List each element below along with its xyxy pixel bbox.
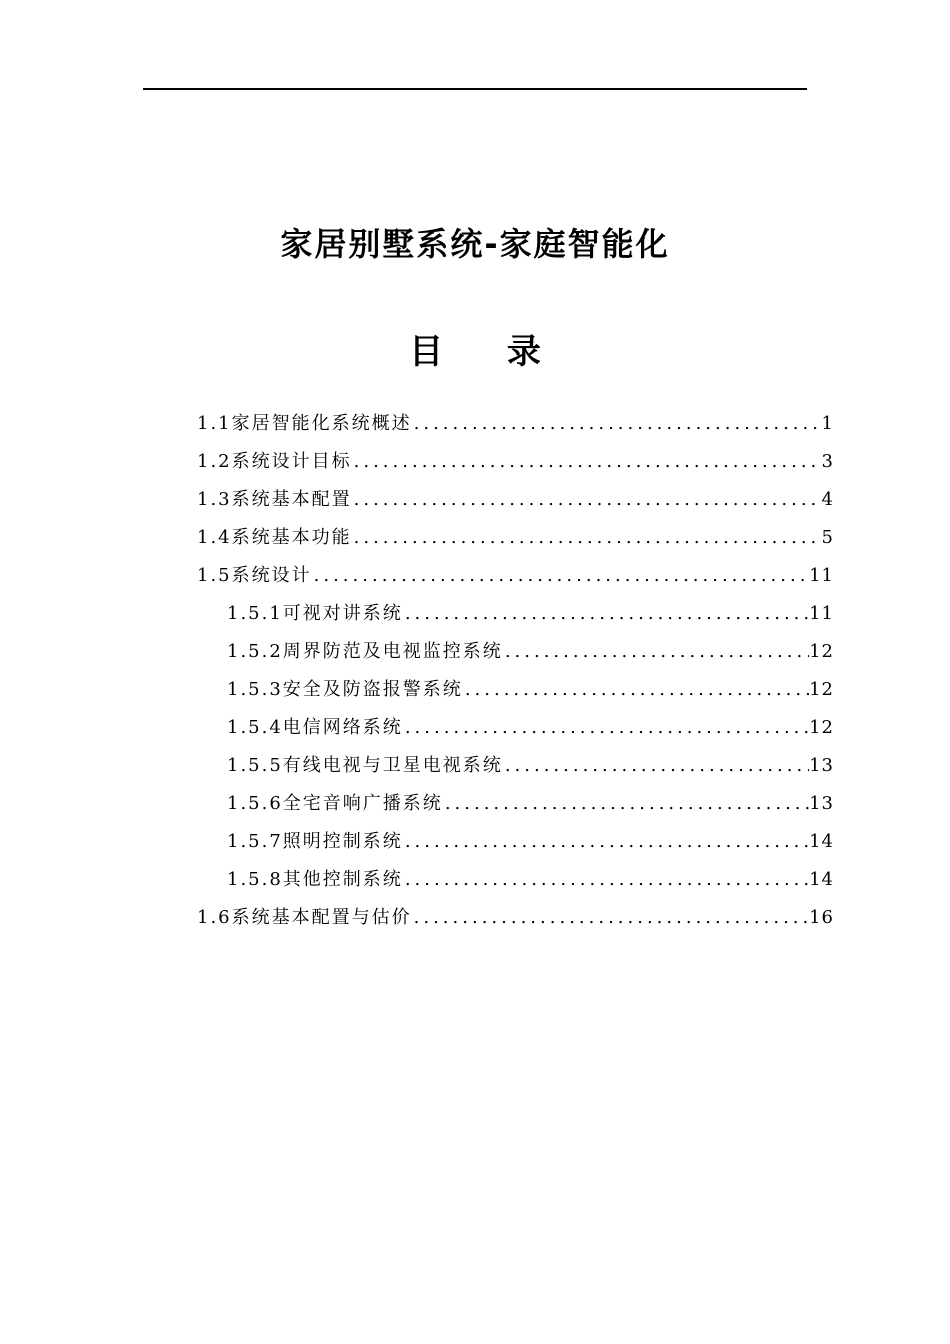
toc-entry-label: 1.1家居智能化系统概述 [197, 413, 412, 434]
toc-entry-label: 1.6系统基本配置与估价 [197, 907, 412, 928]
toc-entry-page-number: 12 [809, 641, 834, 662]
toc-entry-page-number: 13 [809, 793, 834, 814]
toc-dot-leader [352, 443, 822, 481]
toc-entry[interactable] [197, 899, 834, 937]
toc-entry-label: 1.5.3安全及防盗报警系统 [227, 679, 463, 700]
toc-entry-page-number: 1 [821, 413, 834, 434]
toc-entry[interactable] [197, 671, 834, 709]
toc-dot-leader [352, 481, 822, 519]
toc-dot-leader [403, 709, 809, 747]
toc-entry-label: 1.5.1可视对讲系统 [227, 603, 403, 624]
toc-entry[interactable] [197, 519, 834, 557]
toc-entry-page-number: 3 [821, 451, 834, 472]
toc-dot-leader [403, 595, 809, 633]
toc-dot-leader [503, 633, 809, 671]
toc-heading: 目 录 [409, 332, 567, 372]
toc-entry[interactable] [197, 861, 834, 899]
toc-dot-leader [403, 823, 809, 861]
toc-entry-page-number: 14 [809, 831, 834, 852]
toc-entry-page-number: 11 [809, 565, 834, 586]
toc-entry-label: 1.3系统基本配置 [197, 489, 352, 510]
toc-dot-leader [412, 405, 822, 443]
header-rule [143, 88, 807, 90]
toc-entry[interactable] [197, 443, 834, 481]
toc-entry-label: 1.5.2周界防范及电视监控系统 [227, 641, 503, 662]
toc-entry-label: 1.4系统基本功能 [197, 527, 352, 548]
toc-entry[interactable] [197, 557, 834, 595]
toc-entry[interactable] [197, 405, 834, 443]
toc-entry-label: 1.2系统设计目标 [197, 451, 352, 472]
toc-entry-page-number: 5 [821, 527, 834, 548]
toc-entry[interactable] [197, 747, 834, 785]
toc-dot-leader [352, 519, 822, 557]
toc-entry-label: 1.5.6全宅音响广播系统 [227, 793, 443, 814]
toc-dot-leader [412, 899, 809, 937]
toc-dot-leader [403, 861, 809, 899]
toc-entry-page-number: 12 [809, 717, 834, 738]
toc-entry-label: 1.5.5有线电视与卫星电视系统 [227, 755, 503, 776]
toc-dot-leader [312, 557, 809, 595]
toc-entry-page-number: 14 [809, 869, 834, 890]
toc-entry-page-number: 4 [821, 489, 834, 510]
toc-entry-page-number: 13 [809, 755, 834, 776]
toc-entry-page-number: 16 [809, 907, 834, 928]
toc-entry[interactable] [197, 633, 834, 671]
toc-entry-label: 1.5系统设计 [197, 565, 312, 586]
toc-entry[interactable] [197, 595, 834, 633]
toc-entry[interactable] [197, 823, 834, 861]
document-title: 家居别墅系统-家庭智能化 [280, 225, 670, 263]
toc-entry-label: 1.5.7照明控制系统 [227, 831, 403, 852]
toc-entry[interactable] [197, 481, 834, 519]
toc-entry[interactable] [197, 785, 834, 823]
toc-entry-label: 1.5.8其他控制系统 [227, 869, 403, 890]
table-of-contents [197, 405, 834, 937]
toc-entry-page-number: 12 [809, 679, 834, 700]
toc-entry[interactable] [197, 709, 834, 747]
toc-entry-label: 1.5.4电信网络系统 [227, 717, 403, 738]
toc-dot-leader [503, 747, 809, 785]
toc-dot-leader [443, 785, 809, 823]
toc-dot-leader [463, 671, 809, 709]
toc-entry-page-number: 11 [809, 603, 834, 624]
